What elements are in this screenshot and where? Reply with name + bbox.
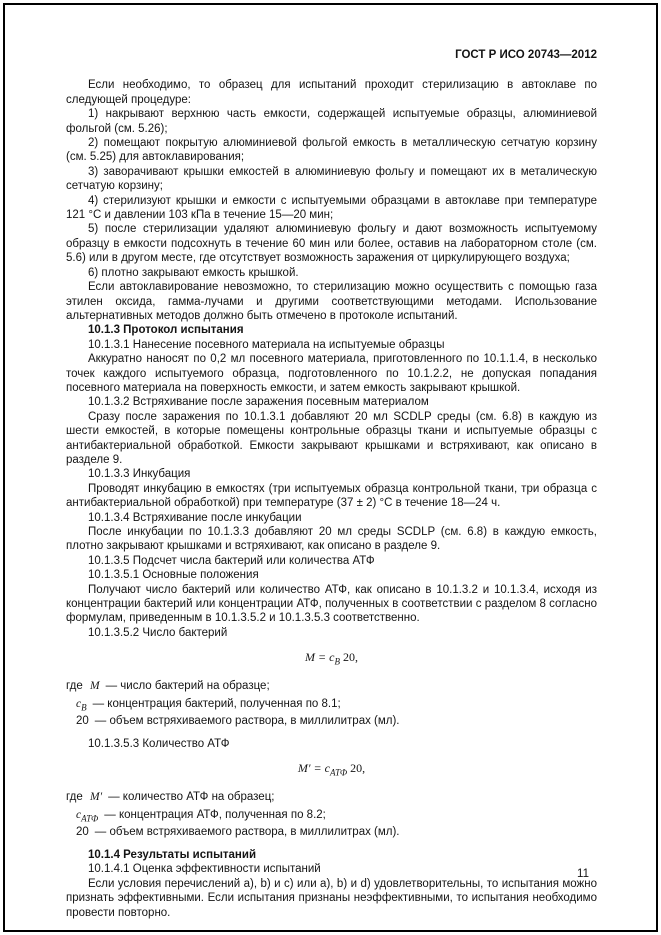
paragraph-10-1-3-2: Сразу после заражения по 10.1.3.1 добавляют 20 мл SCDLP среды (см. 6.8) в каждую из шести емкостей, в которые помещены контрольные образцы ткани и испытуемые образцы с антибактериальной обработкой. Емкости закрывают крышками и встряхивают, как описано в разделе 9. <box>66 410 597 466</box>
where-description: — число бактерий на образце; <box>105 680 270 693</box>
paragraph-alternative-methods: Если автоклавирование невозможно, то стерилизацию можно осуществить с помощью газа этилен оксида, гамма-лучами и другими соответствующими методами. Использование альтернативных методов должно быть отмечено в протоколе испытаний. <box>66 281 597 322</box>
paragraph-10-1-3-1: Аккуратно наносят по 0,2 мл посевного материала, приготовленного по 10.1.1.4, в несколько точек каждого испытуемого образца, подготовленного по 10.1.2.2, не допуская попадания посевного материала на поверхность емкости, и затем емкость закрывают крышкой. <box>66 353 597 394</box>
where-description: — концентрация бактерий, полученная по 8.1; <box>92 697 341 710</box>
list-item-step-1: 1) накрывают верхнюю часть емкости, содержащей испытуемые образцы, алюминиевой фольгой (см. 5.26); <box>66 108 597 135</box>
where-list-bacteria <box>66 679 597 729</box>
document-header: ГОСТ Р ИСО 20743—2012 <box>455 49 597 61</box>
formula-variable: 20 <box>76 826 89 839</box>
where-row <box>66 714 597 728</box>
heading-10-1-3: 10.1.3 Протокол испытания <box>88 324 244 337</box>
heading-10-1-3-5-2: 10.1.3.5.2 Число бактерий <box>88 626 228 639</box>
formula-variable: $c_В$ <box>76 697 87 713</box>
heading-10-1-3-2: 10.1.3.2 Встряхивание после заражения посевным материалом <box>88 396 429 409</box>
page-number: 11 <box>577 868 589 880</box>
where-row <box>66 679 597 697</box>
where-row <box>66 808 597 826</box>
heading-10-1-4-1: 10.1.4.1 Оценка эффективности испытаний <box>88 863 321 876</box>
formula-lhs: M′ = c <box>297 761 330 776</box>
document-content <box>66 48 597 920</box>
where-description: — объем встряхиваемого раствора, в миллилитрах (мл). <box>94 715 400 728</box>
list-item-step-3: 3) заворачивают крышки емкостей в алюминиевую фольгу и помещают их в металическую сетчатую корзину; <box>66 165 597 193</box>
where-description: — количество АТФ на образец; <box>108 791 275 804</box>
where-row <box>66 790 597 808</box>
formula-variable: M <box>90 680 100 693</box>
paragraph-10-1-3-4: После инкубации по 10.1.3.3 добавляют 20 мл среды SCDLP (см. 6.8) в каждую емкость, плотно закрывают крышками и встряхивают, как описано в разделе 9. <box>66 526 597 553</box>
paragraph-10-1-3-3: Проводят инкубацию в емкостях (три испытуемых образца контрольной ткани, три образца с антибактериальной обработкой) при температуре (37 ± 2) °С в течение 18—24 ч. <box>66 482 597 510</box>
list-item-step-6: 6) плотно закрывают емкость крышкой. <box>88 266 299 279</box>
heading-10-1-3-5: 10.1.3.5 Подсчет числа бактерий или количества АТФ <box>88 554 375 567</box>
paragraph-sterilization-intro: Если необходимо, то образец для испытаний проходит стерилизацию в автоклаве по следующей процедуре: <box>66 79 597 106</box>
paragraph-10-1-3-5-1: Получают число бактерий или количество АТФ, как описано в 10.1.3.2 и 10.1.3.4, исходя из концентрации бактерий или концентрации АТФ, полученных в соответствии с разделом 8 согласно формулам, приведенным в 10.1.3.5.2 и 10.1.3.5.3 соответственно. <box>66 583 597 625</box>
where-lead: где <box>66 680 83 693</box>
heading-10-1-3-4: 10.1.3.4 Встряхивание после инкубации <box>88 511 302 524</box>
heading-10-1-3-3: 10.1.3.3 Инкубация <box>88 468 191 481</box>
formula-rhs: 20, <box>339 650 358 665</box>
formula-variable: 20 <box>76 715 89 728</box>
heading-10-1-3-5-1: 10.1.3.5.1 Основные положения <box>88 569 259 582</box>
heading-10-1-3-1: 10.1.3.1 Нанесение посевного материала на испытуемые образцы <box>88 338 445 351</box>
heading-10-1-4: 10.1.4 Результаты испытаний <box>88 848 257 861</box>
formula-lhs: M = c <box>305 650 335 665</box>
formula-variable: M′ <box>90 791 103 804</box>
formula-variable: $c_{АТФ}$ <box>76 808 99 824</box>
where-row <box>66 697 597 715</box>
where-lead: где <box>66 791 83 804</box>
list-item-step-2: 2) помещают покрытую алюминиевой фольгой емкость в металлическую сетчатую корзину (см. 5.25) для автоклавирования; <box>66 137 597 164</box>
formula-subscript: В <box>334 656 340 667</box>
list-item-step-4: 4) стерилизуют крышки и емкости с испытуемыми образцами в автоклаве при температуре 121 °С и давлении 103 кПа в течение 15—20 мин; <box>66 194 597 222</box>
formula-bacteria-count <box>66 650 597 669</box>
heading-10-1-3-5-3: 10.1.3.5.3 Количество АТФ <box>88 737 230 750</box>
paragraph-10-1-4-1: Если условия перечислений a), b) и c) или a), b) и d) удовлетворительны, то испытания можно признать эффективными. Если испытания признаны неэффективными, то испытания необходимо провести повторно. <box>66 877 597 919</box>
formula-rhs: 20, <box>347 761 366 776</box>
where-description: — объем встряхиваемого раствора, в миллилитрах (мл). <box>94 826 400 839</box>
formula-subscript: АТФ <box>329 767 348 778</box>
where-row <box>66 825 597 839</box>
formula-atp-count <box>66 761 597 780</box>
where-description: — концентрация АТФ, полученная по 8.2; <box>104 808 326 821</box>
list-item-step-5: 5) после стерилизации удаляют алюминиевую фольгу и дают возможность испытуемому образцу в емкости подсохнуть в течение 60 мин или более, оставив на лабораторном столе (см. 5.6) или в другом месте, где отсутствует возможность заражения от циркулирующего воздуха; <box>66 223 597 265</box>
where-list-atp <box>66 790 597 840</box>
